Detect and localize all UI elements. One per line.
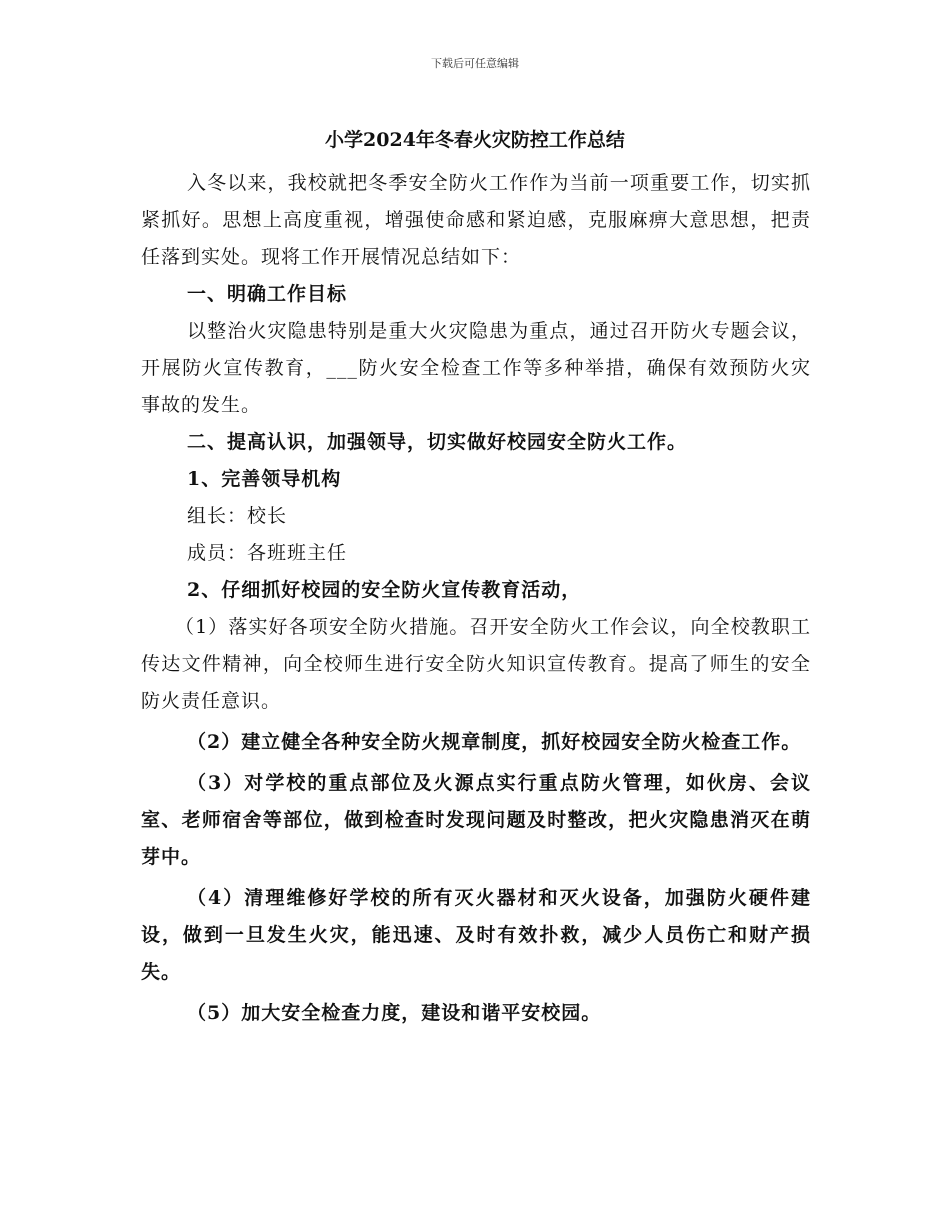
intro-paragraph: 入冬以来，我校就把冬季安全防火工作作为当前一项重要工作，切实抓紧抓好。思想上高度重视，增强使命感和紧迫感，克服麻痹大意思想，把责任落到实处。现将工作开展情况总结如下： xyxy=(141,172,811,268)
document-title: 小学2024年冬春火灾防控工作总结 xyxy=(325,129,625,151)
document-body xyxy=(141,165,811,1032)
list-item-4: （4）清理维修好学校的所有灭火器材和灭火设备，加强防火硬件建设，做到一旦发生火灾，能迅速、及时有效扑救，减少人员伤亡和财产损失。 xyxy=(141,887,811,983)
subheading-leadership: 1、完善领导机构 xyxy=(187,468,342,490)
subheading-education: 2、仔细抓好校园的安全防火宣传教育活动， xyxy=(187,579,582,601)
list-item-2: （2）建立健全各种安全防火规章制度，抓好校园安全防火检查工作。 xyxy=(187,731,802,753)
page-header: 下载后可任意编辑 xyxy=(431,57,519,70)
section-heading-2: 二、提高认识，加强领导，切实做好校园安全防火工作。 xyxy=(187,431,688,453)
list-item-3: （3）对学校的重点部位及火源点实行重点防火管理，如伙房、会议室、老师宿舍等部位，做到检查时发现问题及时整改，把火灾隐患消灭在萌芽中。 xyxy=(141,772,811,868)
section-heading-1: 一、明确工作目标 xyxy=(187,283,348,305)
goal-paragraph: 以整治火灾隐患特别是重大火灾隐患为重点，通过召开防火专题会议，开展防火宣传教育，___防火安全检查工作等多种举措，确保有效预防火灾事故的发生。 xyxy=(141,320,811,416)
members-line: 成员：各班班主任 xyxy=(187,542,348,564)
leader-line: 组长：校长 xyxy=(187,505,288,527)
list-item-5: （5）加大安全检查力度，建设和谐平安校园。 xyxy=(187,1002,602,1024)
list-item-1: （1）落实好各项安全防火措施。召开安全防火工作会议，向全校教职工传达文件精神，向全校师生进行安全防火知识宣传教育。提高了师生的安全防火责任意识。 xyxy=(141,616,811,712)
